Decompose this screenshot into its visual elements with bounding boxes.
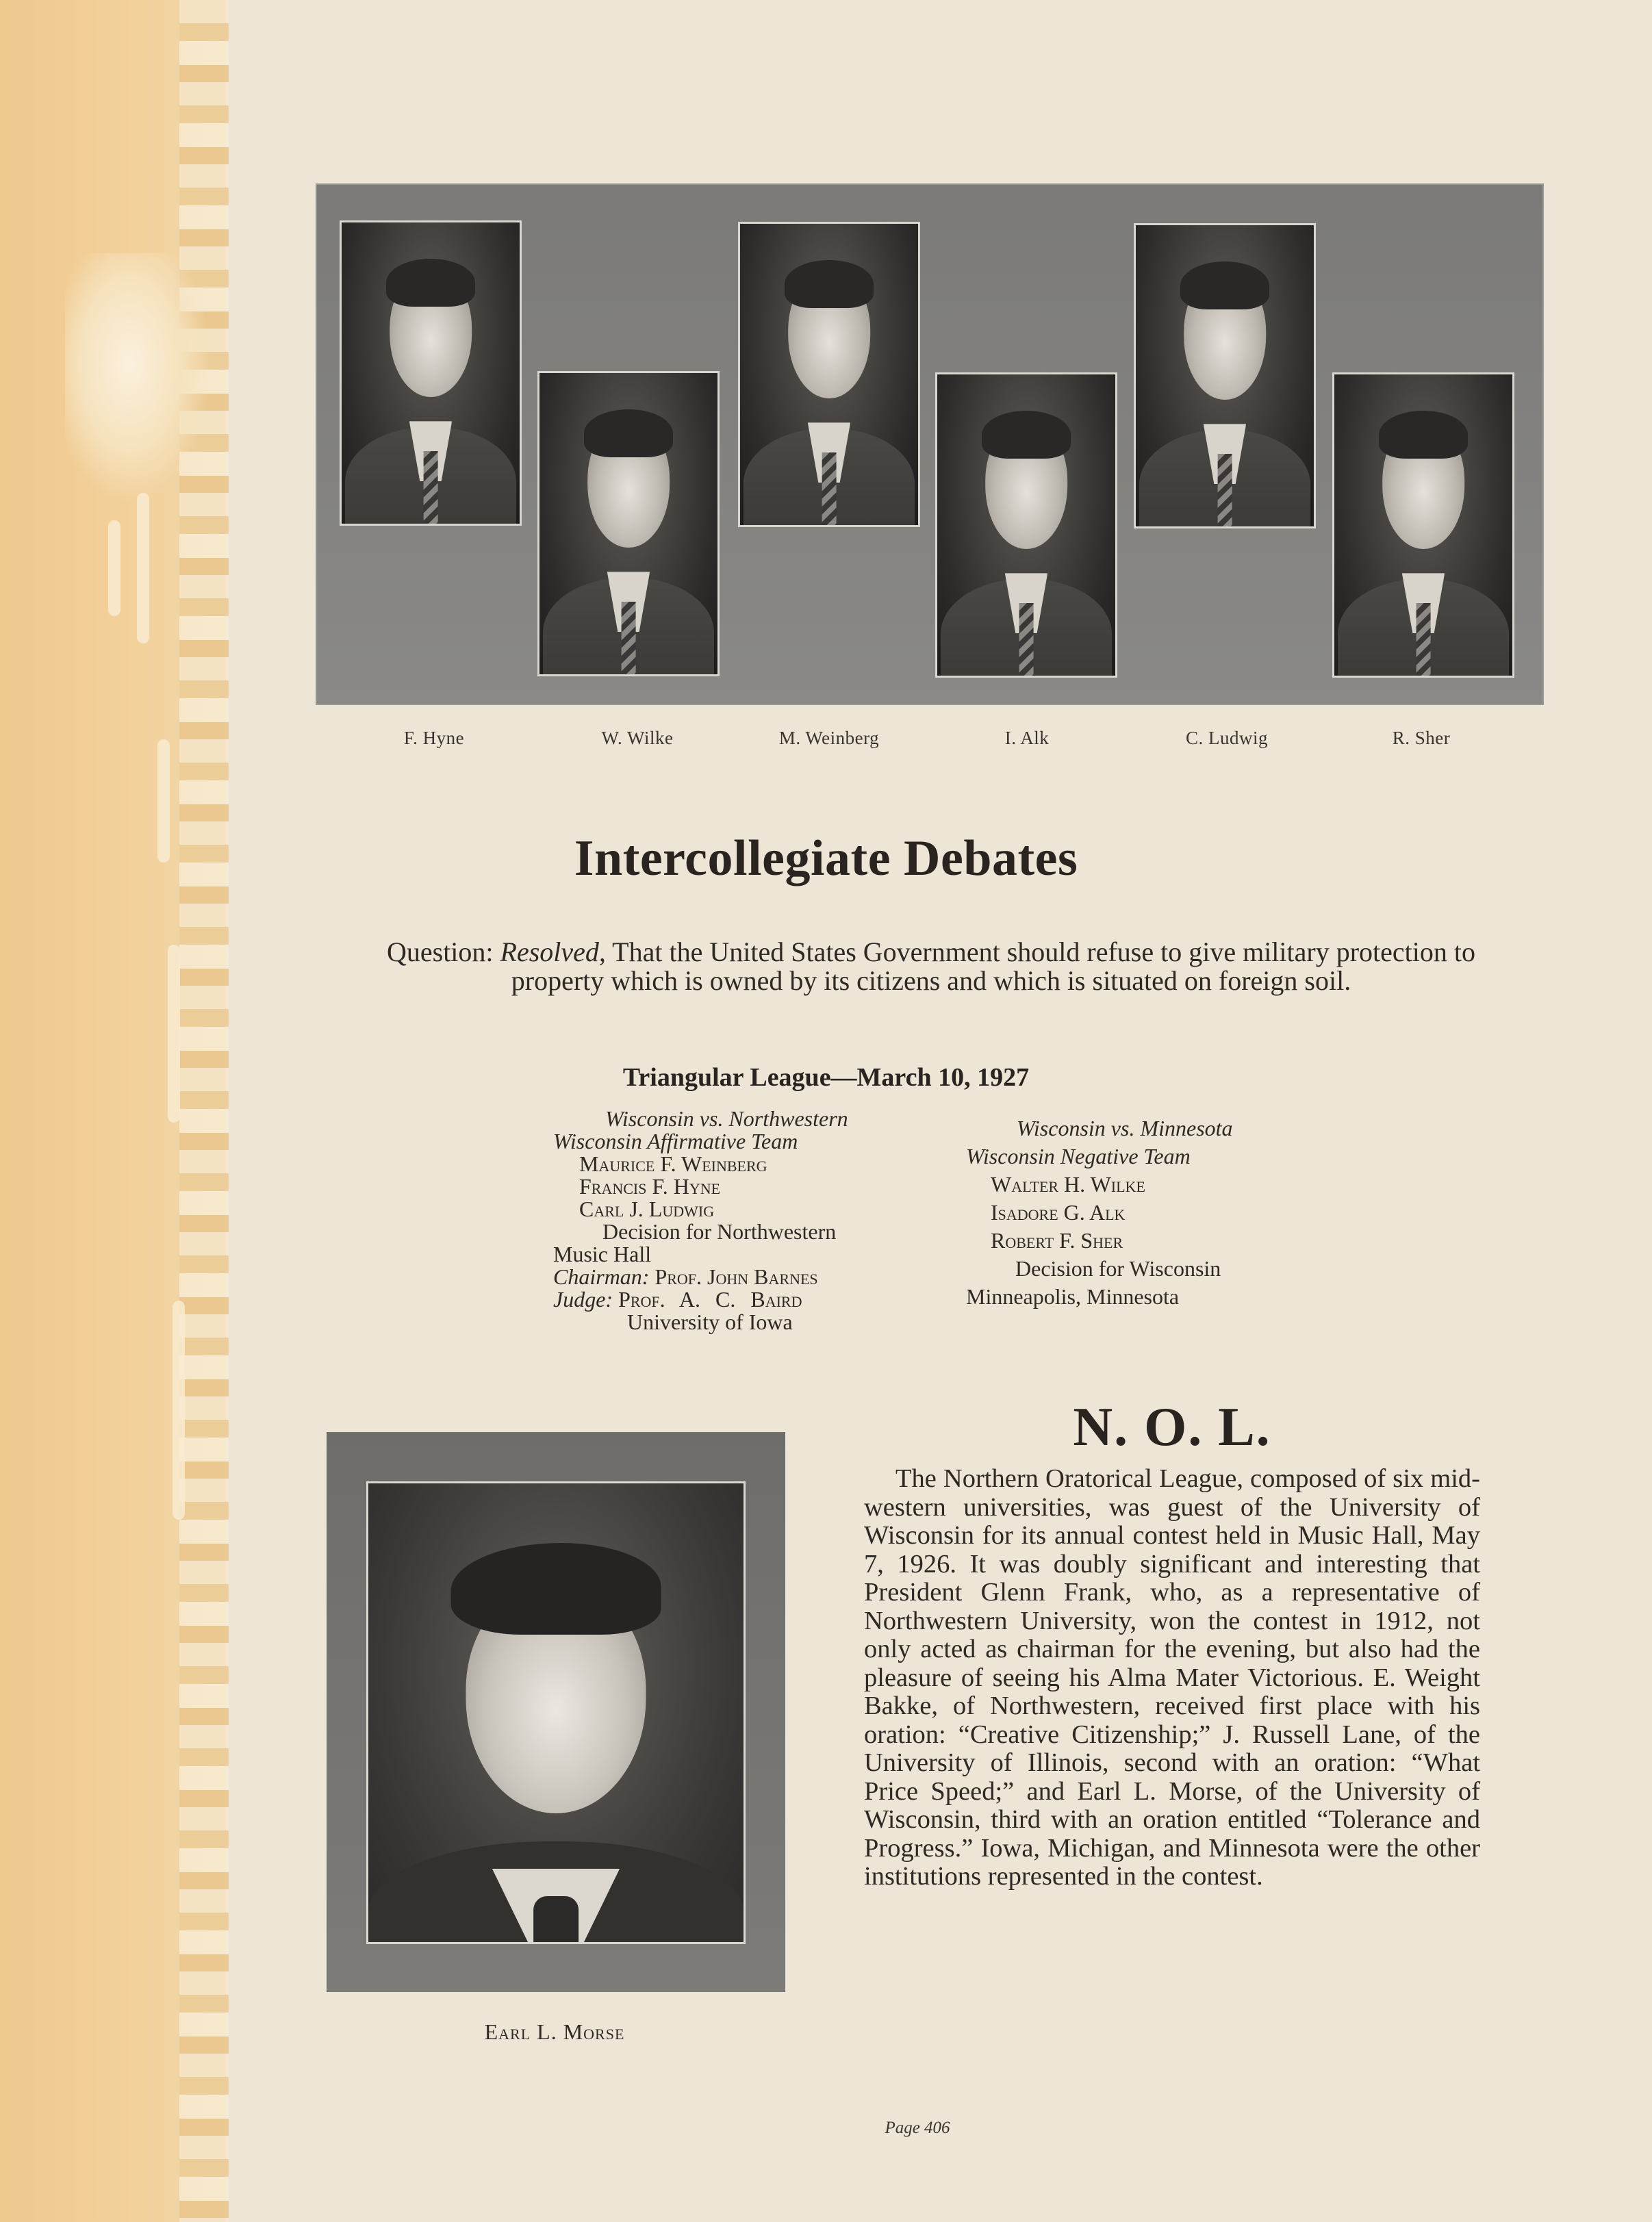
caption-weinberg: M. Weinberg [778,728,880,748]
judge-affiliation: University of Iowa [627,1310,793,1334]
decorative-drip [168,945,180,1123]
portrait-wilke [537,371,720,676]
chairman-label: Chairman: [553,1264,650,1289]
negative-column [966,1114,1322,1311]
venue: Minneapolis, Minnesota [966,1284,1180,1309]
decorative-drip [173,1301,185,1520]
team-member: Francis F. Hyne [579,1174,721,1199]
team-name: Wisconsin Affirmative Team [553,1129,798,1153]
question-resolved: Resolved, [500,936,606,967]
match-title: Wisconsin vs. Northwestern [605,1106,848,1131]
affirmative-column [553,1108,909,1333]
caption-wilke: W. Wilke [601,728,674,748]
caption-sher: R. Sher [1392,728,1451,748]
judge-name: Prof. A. C. Baird [618,1287,802,1312]
team-member: Carl J. Ludwig [579,1197,715,1221]
chairman-line [553,1266,909,1288]
question-text: That the United States Government should refuse to give military protection to property which is owned by its citizens and which is situated on foreign soil. [511,936,1476,996]
team-member: Walter H. Wilke [991,1172,1145,1197]
nol-paragraph: The Northern Oratorical League, composed of six mid-western universities, was guest of the University of Wisconsin for its annual contest held in Music Hall, May 7, 1926. It was doubly significant and interesting that President Glenn Frank, who, as a representative of Northwestern University, won the contest in 1912, not only acted as chairman for the evening, but also had the pleasure of seeing his Alma Mater Victorious. E. Weight Bakke, of Northwestern, received first place with his oration: “Creative Citizenship;” J. Russell Lane, of the University of Illinois, second with an oration: “What Price Speed;” and Earl L. Morse, of the University of Wisconsin, third with an oration entitled “Tolerance and Progress.” Iowa, Michigan, and Minnesota were the other institutions represented in the contest. [864,1464,1480,1891]
chairman-name: Prof. John Barnes [655,1264,818,1289]
nol-heading: N. O. L. [1073,1397,1271,1457]
team-member: Isadore G. Alk [991,1200,1126,1225]
debate-question [370,938,1492,995]
morse-photo-frame [327,1432,785,1992]
caption-ludwig: C. Ludwig [1185,728,1268,748]
portrait-ludwig [1134,223,1316,528]
match-title: Wisconsin vs. Minnesota [1017,1116,1233,1140]
portrait-morse [366,1481,746,1944]
decorative-drip [108,520,120,616]
page-number: Page 406 [885,2119,950,2137]
portrait-alk [935,372,1117,678]
team-name: Wisconsin Negative Team [966,1144,1191,1169]
portrait-hyne [340,220,522,526]
team-member: Robert F. Sher [991,1228,1123,1253]
portrait-sher [1332,372,1514,678]
decorative-drip [137,493,149,643]
caption-hyne: F. Hyne [403,728,465,748]
team-member: Maurice F. Weinberg [579,1151,767,1176]
decision: Decision for Northwestern [602,1219,837,1244]
decision: Decision for Wisconsin [1015,1256,1221,1281]
decorative-ornament [65,253,209,500]
caption-alk: I. Alk [1004,728,1050,748]
page-title: Intercollegiate Debates [574,830,1078,886]
league-heading: Triangular League—March 10, 1927 [622,1063,1030,1092]
judge-label: Judge: [553,1287,613,1312]
question-label: Question: [386,936,500,967]
portrait-weinberg [738,222,920,527]
venue: Music Hall [553,1242,652,1266]
judge-line [553,1288,909,1311]
debaters-photo-panel [316,183,1544,705]
morse-caption: Earl L. Morse [484,2019,625,2044]
